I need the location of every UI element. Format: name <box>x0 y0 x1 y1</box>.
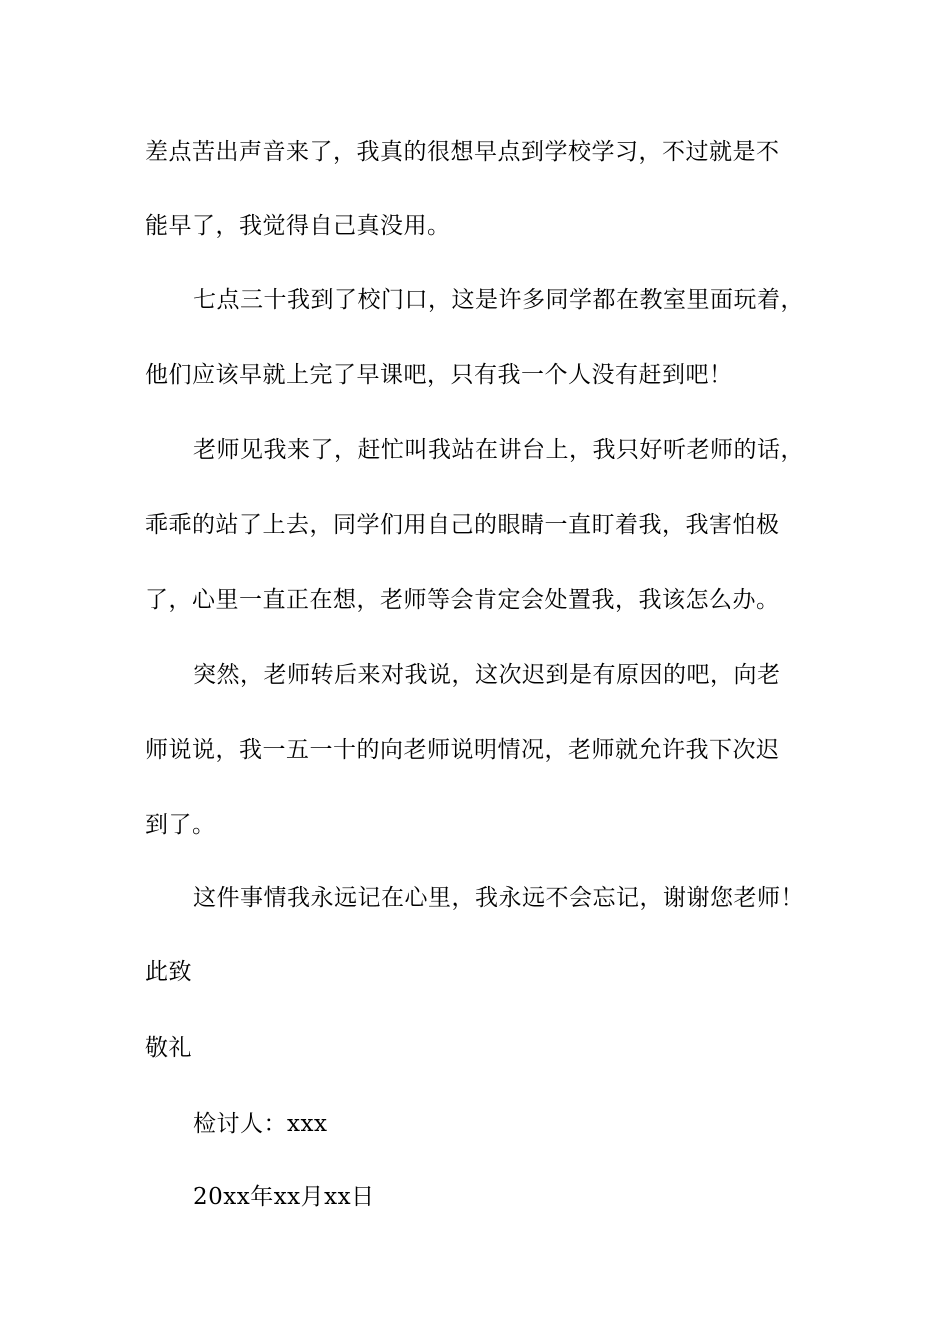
paragraph-line: 七点三十我到了校门口，这是许多同学都在教室里面玩着， <box>193 287 804 313</box>
paragraph-line: 老师见我来了，赶忙叫我站在讲台上，我只好听老师的话， <box>193 437 804 463</box>
paragraph-line: 差点苦出声音来了，我真的很想早点到学校学习，不过就是不 <box>145 139 780 165</box>
paragraph-line: 这件事情我永远记在心里，我永远不会忘记，谢谢您老师！ <box>193 885 804 911</box>
closing-text: 此致 <box>145 959 192 985</box>
paragraph-line: 到了。 <box>145 812 216 838</box>
paragraph-line: 他们应该早就上完了早课吧，只有我一个人没有赶到吧！ <box>145 362 733 388</box>
paragraph-line: 了，心里一直正在想，老师等会肯定会处置我，我该怎么办。 <box>145 587 780 613</box>
paragraph-line: 师说说，我一五一十的向老师说明情况，老师就允许我下次迟 <box>145 737 780 763</box>
signature-text: 检讨人：xxx <box>193 1111 328 1137</box>
paragraph-line: 能早了，我觉得自己真没用。 <box>145 213 451 239</box>
date-text: 20xx年xx月xx日 <box>193 1184 375 1210</box>
paragraph-line: 突然，老师转后来对我说，这次迟到是有原因的吧，向老 <box>193 662 781 688</box>
salute-text: 敬礼 <box>145 1035 192 1061</box>
paragraph-line: 乖乖的站了上去，同学们用自己的眼睛一直盯着我，我害怕极 <box>145 512 780 538</box>
